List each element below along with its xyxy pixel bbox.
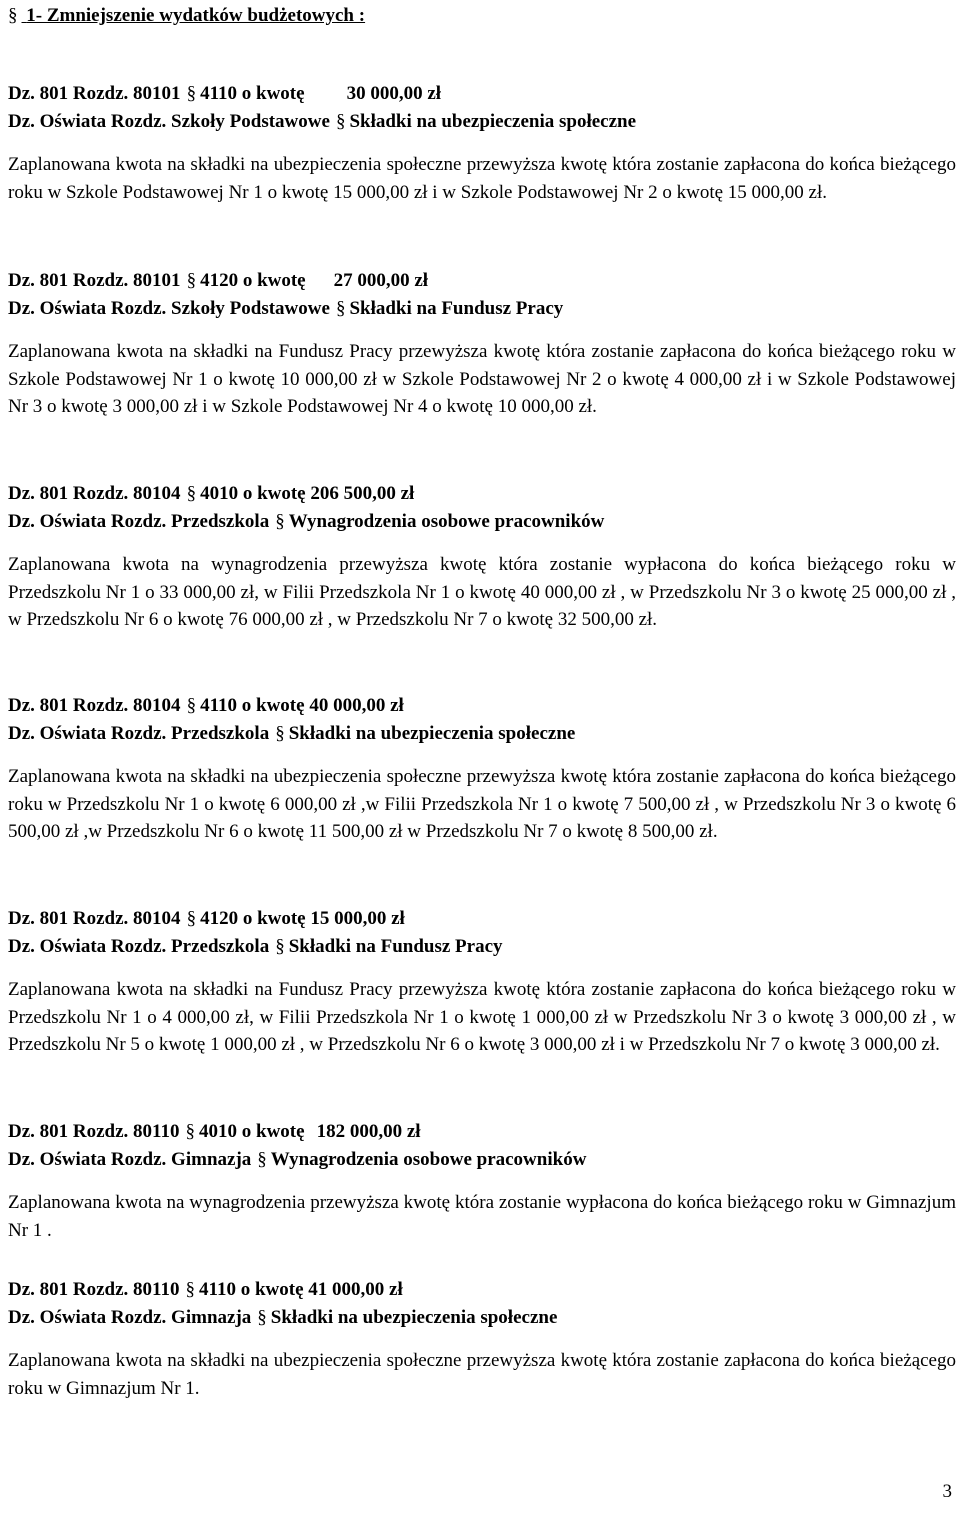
entry-title: Wynagrodzenia osobowe pracowników (270, 1148, 587, 1170)
paragraph-sign-icon: § (186, 695, 197, 716)
paragraph-sign-icon: § (275, 510, 285, 532)
heading-text: 1- Zmniejszenie wydatków budżetowych : (26, 5, 366, 26)
paragraph-sign-icon: § (186, 270, 197, 291)
budget-entry (8, 267, 956, 421)
entry-amount: 40 000,00 zł (309, 695, 404, 716)
entry-amount: 15 000,00 zł (310, 908, 405, 929)
entry-department: Dz. Oświata Rozdz. Gimnazja (8, 1148, 252, 1170)
entry-description-line (8, 295, 956, 323)
budget-entry (8, 480, 956, 634)
entry-title: Składki na ubezpieczenia społeczne (270, 1306, 558, 1328)
entry-paragraph: Zaplanowana kwota na składki na ubezpieczenia społeczne przewyższa kwotę która zostanie zapłacona do końca bieżącego roku w Szkole Podstawowej Nr 1 o kwotę 15 000,00 zł i w Szkole Podstawowej Nr 2 o kwotę 15 000,00 zł. (8, 154, 956, 203)
paragraph-sign-icon: § (275, 935, 285, 957)
entry-title: Składki na Fundusz Pracy (288, 935, 503, 957)
entry-division: Dz. 801 Rozdz. 80104 (8, 483, 181, 504)
entry-code: 4110 o kwotę (200, 695, 305, 716)
entry-code: 4010 o kwotę (200, 483, 306, 504)
entry-division: Dz. 801 Rozdz. 80104 (8, 908, 181, 929)
entry-classification-line (8, 692, 956, 720)
entry-description-line (8, 1146, 956, 1174)
entry-division: Dz. 801 Rozdz. 80101 (8, 83, 181, 104)
entry-title: Składki na Fundusz Pracy (349, 297, 564, 319)
budget-entry (8, 1118, 956, 1244)
entry-description-line (8, 1304, 956, 1332)
entry-title: Wynagrodzenia osobowe pracowników (288, 510, 605, 532)
paragraph-sign-icon: § (8, 5, 18, 26)
entry-amount: 41 000,00 zł (308, 1279, 403, 1300)
entry-department: Dz. Oświata Rozdz. Gimnazja (8, 1306, 252, 1328)
entry-amount: 30 000,00 zł (346, 83, 442, 104)
paragraph-sign-icon: § (257, 1306, 267, 1328)
entry-paragraph: Zaplanowana kwota na składki na Fundusz Pracy przewyższa kwotę która zostanie zapłacona do końca bieżącego roku w Przedszkolu Nr 1 o 4 000,00 zł, w Filii Przedszkola Nr 1 o kwotę 1 000,00 zł w Przedszkolu Nr 3 o kwotę 3 000,00 zł , w Przedszkolu Nr 5 o kwotę 1 000,00 zł , w Przedszkolu Nr 6 o kwotę 3 000,00 zł i w Przedszkolu Nr 7 o kwotę 3 000,00 zł. (8, 979, 956, 1055)
entry-code: 4120 o kwotę (200, 270, 306, 291)
entry-amount: 206 500,00 zł (310, 483, 415, 504)
entry-classification-line (8, 905, 956, 933)
entry-classification-line (8, 267, 956, 295)
entry-paragraph: Zaplanowana kwota na składki na ubezpieczenia społeczne przewyższa kwotę która zostanie zapłacona do końca bieżącego roku w Gimnazjum Nr 1. (8, 1350, 956, 1399)
section-heading (8, 2, 365, 30)
paragraph-sign-icon: § (335, 297, 346, 319)
entry-division: Dz. 801 Rozdz. 80101 (8, 270, 181, 291)
entry-division: Dz. 801 Rozdz. 80104 (8, 695, 181, 716)
paragraph-sign-icon: § (185, 1121, 196, 1142)
paragraph-sign-icon: § (186, 483, 197, 504)
entry-classification-line (8, 80, 956, 108)
entry-division: Dz. 801 Rozdz. 80110 (8, 1121, 180, 1142)
entry-department: Dz. Oświata Rozdz. Szkoły Podstawowe (8, 297, 330, 319)
entry-paragraph: Zaplanowana kwota na wynagrodzenia przewyższa kwotę która zostanie wypłacona do końca bieżącego roku w Gimnazjum Nr 1 . (8, 1192, 956, 1241)
entry-title: Składki na ubezpieczenia społeczne (349, 110, 637, 132)
budget-entry (8, 905, 956, 1059)
entry-code: 4010 o kwotę (199, 1121, 305, 1142)
entry-paragraph: Zaplanowana kwota na wynagrodzenia przewyższa kwotę która zostanie wypłacona do końca bieżącego roku w Przedszkolu Nr 1 o 33 000,00 zł, w Filii Przedszkola Nr 1 o kwotę 40 000,00 zł , w Przedszkolu Nr 3 o kwotę 25 000,00 zł , w Przedszkolu Nr 6 o kwotę 76 000,00 zł , w Przedszkolu Nr 7 o kwotę 32 500,00 zł. (8, 554, 956, 630)
paragraph-sign-icon: § (186, 83, 197, 104)
entry-code: 4110 o kwotę (200, 83, 305, 104)
entry-paragraph: Zaplanowana kwota na składki na Fundusz Pracy przewyższa kwotę która zostanie zapłacona do końca bieżącego roku w Szkole Podstawowej Nr 1 o kwotę 10 000,00 zł w Szkole Podstawowej Nr 2 o kwotę 4 000,00 zł i w Szkole Podstawowej Nr 3 o kwotę 3 000,00 zł i w Szkole Podstawowej Nr 4 o kwotę 10 000,00 zł. (8, 341, 956, 417)
paragraph-sign-icon: § (335, 110, 346, 132)
paragraph-sign-icon: § (257, 1148, 267, 1170)
entry-description-line (8, 108, 956, 136)
entry-description-line (8, 508, 956, 536)
entry-classification-line (8, 480, 956, 508)
budget-entry (8, 692, 956, 846)
entry-division: Dz. 801 Rozdz. 80110 (8, 1279, 180, 1300)
paragraph-sign-icon: § (186, 908, 197, 929)
entry-department: Dz. Oświata Rozdz. Szkoły Podstawowe (8, 110, 330, 132)
entry-classification-line (8, 1276, 956, 1304)
entry-department: Dz. Oświata Rozdz. Przedszkola (8, 935, 270, 957)
budget-entry (8, 1276, 956, 1402)
entry-department: Dz. Oświata Rozdz. Przedszkola (8, 722, 270, 744)
entry-amount: 182 000,00 zł (316, 1121, 421, 1142)
entry-department: Dz. Oświata Rozdz. Przedszkola (8, 510, 270, 532)
paragraph-sign-icon: § (275, 722, 285, 744)
entry-amount: 27 000,00 zł (333, 270, 429, 291)
entry-description-line (8, 933, 956, 961)
entry-code: 4120 o kwotę (200, 908, 306, 929)
page-number: 3 (942, 1481, 952, 1502)
entry-classification-line (8, 1118, 956, 1146)
entry-description-line (8, 720, 956, 748)
paragraph-sign-icon: § (185, 1279, 196, 1300)
entry-code: 4110 o kwotę (199, 1279, 304, 1300)
entry-title: Składki na ubezpieczenia społeczne (288, 722, 576, 744)
entry-paragraph: Zaplanowana kwota na składki na ubezpieczenia społeczne przewyższa kwotę która zostanie zapłacona do końca bieżącego roku w Przedszkolu Nr 1 o kwotę 6 000,00 zł ,w Filii Przedszkola Nr 1 o kwotę 7 500,00 zł , w Przedszkolu Nr 3 o kwotę 6 500,00 zł ,w Przedszkolu Nr 6 o kwotę 11 500,00 zł w Przedszkolu Nr 7 o kwotę 8 500,00 zł. (8, 766, 956, 842)
budget-entry (8, 80, 956, 206)
